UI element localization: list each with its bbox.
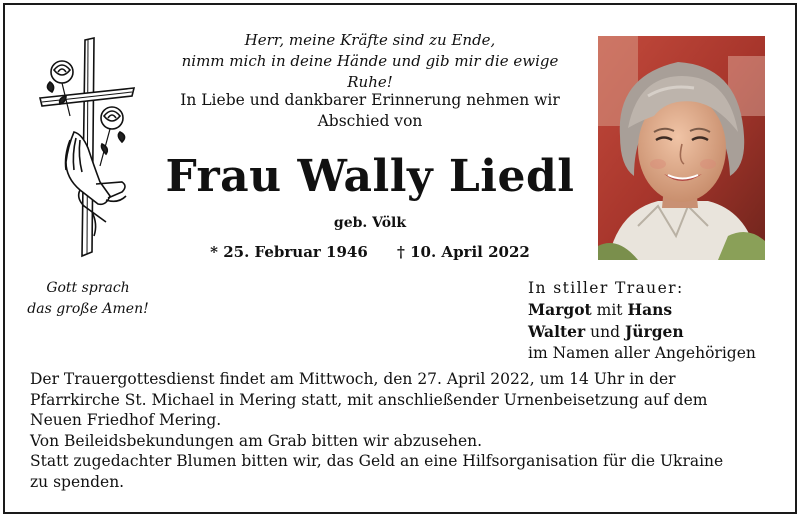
mourner-conjunction: mit	[596, 301, 623, 319]
verse	[160, 30, 580, 93]
notice-line: Neuen Friedhof Mering.	[30, 411, 222, 429]
intro-text	[160, 90, 580, 132]
notice-line: zu spenden.	[30, 472, 125, 491]
mourner-name: Hans	[627, 300, 673, 319]
notice-line: Pfarrkirche St. Michael in Mering statt, mit anschließender Urnenbeisetzung auf dem	[30, 390, 708, 409]
mourners-footer: im Namen aller Angehörigen	[528, 344, 756, 362]
death-date: † 10. April 2022	[397, 243, 530, 261]
verse-line-2: nimm mich in deine Hände und gib mir die ewige Ruhe!	[181, 52, 559, 91]
funeral-notice	[30, 369, 790, 492]
mourner-name: Jürgen	[624, 322, 684, 341]
portrait-photo	[598, 36, 765, 260]
notice-line: Von Beileidsbekundungen am Grab bitten wir abzusehen.	[30, 431, 483, 450]
notice-line: Statt zugedachter Blumen bitten wir, das Geld an eine Hilfsorganisation für die Ukraine	[30, 452, 724, 470]
intro-line-1: In Liebe und dankbarer Erinnerung nehmen wir	[180, 91, 560, 109]
cross-roses-praying-hands-icon	[36, 36, 140, 262]
mourner-name: Walter	[528, 322, 586, 341]
side-quote	[18, 278, 158, 320]
verse-line-1: Herr, meine Kräfte sind zu Ende,	[244, 31, 496, 49]
birth-date: * 25. Februar 1946	[210, 243, 368, 261]
mourner-name: Margot	[528, 300, 592, 319]
mourners-heading: In stiller Trauer:	[528, 279, 684, 297]
deceased-name: Frau Wally Liedl	[165, 151, 575, 202]
side-quote-line-2: das große Amen!	[27, 301, 149, 317]
birth-name: geb. Völk	[333, 215, 407, 231]
mourners-row-2	[528, 321, 788, 343]
side-quote-line-1: Gott sprach	[46, 280, 130, 296]
mourners-row-1	[528, 299, 788, 321]
mourner-conjunction: und	[590, 323, 621, 341]
intro-line-2: Abschied von	[317, 112, 423, 130]
mourners-block	[528, 278, 788, 364]
notice-line: Der Trauergottesdienst findet am Mittwoch, den 27. April 2022, um 14 Uhr in der	[30, 370, 676, 388]
life-dates	[160, 243, 580, 261]
